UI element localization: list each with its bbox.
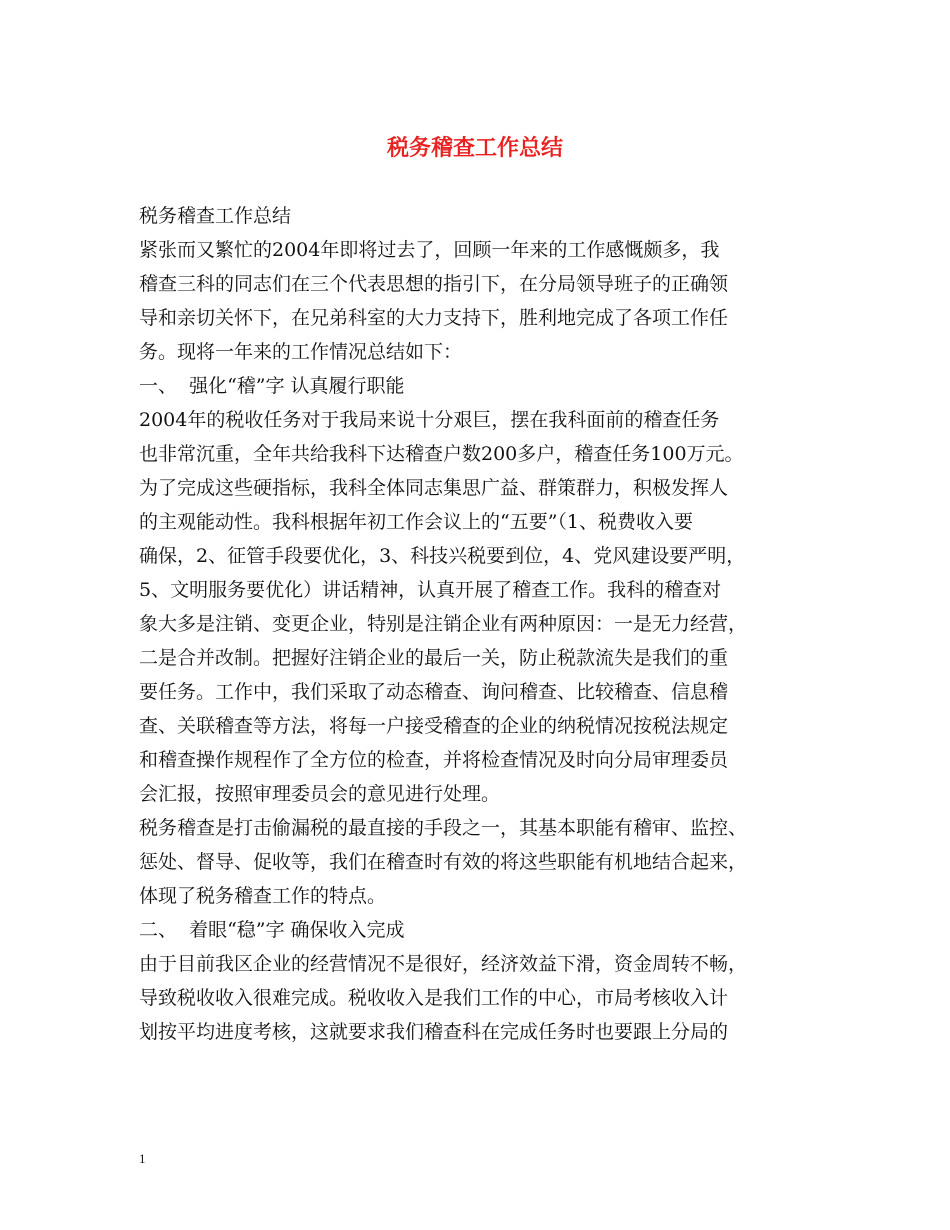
body-line: 由于目前我区企业的经营情况不是很好，经济效益下滑，资金周转不畅， — [139, 953, 748, 975]
body-line: 也非常沉重，全年共给我科下达稽查户数200多户，稽查任务100万元。 — [139, 443, 744, 465]
body-line: 务。现将一年来的工作情况总结如下： — [139, 341, 463, 363]
body-line: 税务稽查是打击偷漏税的最直接的手段之一，其基本职能有稽审、监控、 — [139, 817, 748, 839]
body-line: 二是合并改制。把握好注销企业的最后一关，防止税款流失是我们的重 — [139, 647, 729, 669]
body-line: 划按平均进度考核，这就要求我们稽查科在完成任务时也要跟上分局的 — [139, 1021, 729, 1043]
body-line: 2004年的税收任务对于我局来说十分艰巨，摆在我科面前的稽查任务 — [139, 409, 720, 431]
body-line: 为了完成这些硬指标，我科全体同志集思广益、群策群力，积极发挥人 — [139, 477, 729, 499]
body-line: 导致税收收入很难完成。税收收入是我们工作的中心，市局考核收入计 — [139, 987, 729, 1009]
document-body — [139, 199, 819, 1049]
body-line: 确保，2、征管手段要优化，3、科技兴税要到位，4、党风建设要严明， — [139, 545, 746, 567]
body-line: 稽查三科的同志们在三个代表思想的指引下，在分局领导班子的正确领 — [139, 273, 729, 295]
section-heading: 一、 强化“稽”字 认真履行职能 — [139, 375, 405, 397]
body-line: 会汇报，按照审理委员会的意见进行处理。 — [139, 783, 501, 805]
body-line: 税务稽查工作总结 — [139, 205, 292, 227]
body-line: 象大多是注销、变更企业，特别是注销企业有两种原因：一是无力经营， — [139, 613, 748, 635]
body-line: 紧张而又繁忙的2004年即将过去了，回顾一年来的工作感慨颇多，我 — [139, 239, 720, 261]
section-heading: 二、 着眼“稳”字 确保收入完成 — [139, 919, 405, 941]
body-line: 5、文明服务要优化）讲话精神，认真开展了稽查工作。我科的稽查对 — [139, 579, 722, 601]
body-line: 查、关联稽查等方法，将每一户接受稽查的企业的纳税情况按税法规定 — [139, 715, 729, 737]
body-line: 的主观能动性。我科根据年初工作会议上的“五要”（1、税费收入要 — [139, 511, 694, 533]
body-line: 要任务。工作中，我们采取了动态稽查、询问稽查、比较稽查、信息稽 — [139, 681, 729, 703]
body-line: 导和亲切关怀下，在兄弟科室的大力支持下，胜利地完成了各项工作任 — [139, 307, 729, 329]
document-title: 税务稽查工作总结 — [386, 135, 563, 161]
body-line: 惩处、督导、促收等，我们在稽查时有效的将这些职能有机地结合起来， — [139, 851, 748, 873]
body-line: 和稽查操作规程作了全方位的检查，并将检查情况及时向分局审理委员 — [139, 749, 729, 771]
body-line: 体现了税务稽查工作的特点。 — [139, 885, 387, 907]
page-number: 1 — [139, 1151, 146, 1166]
